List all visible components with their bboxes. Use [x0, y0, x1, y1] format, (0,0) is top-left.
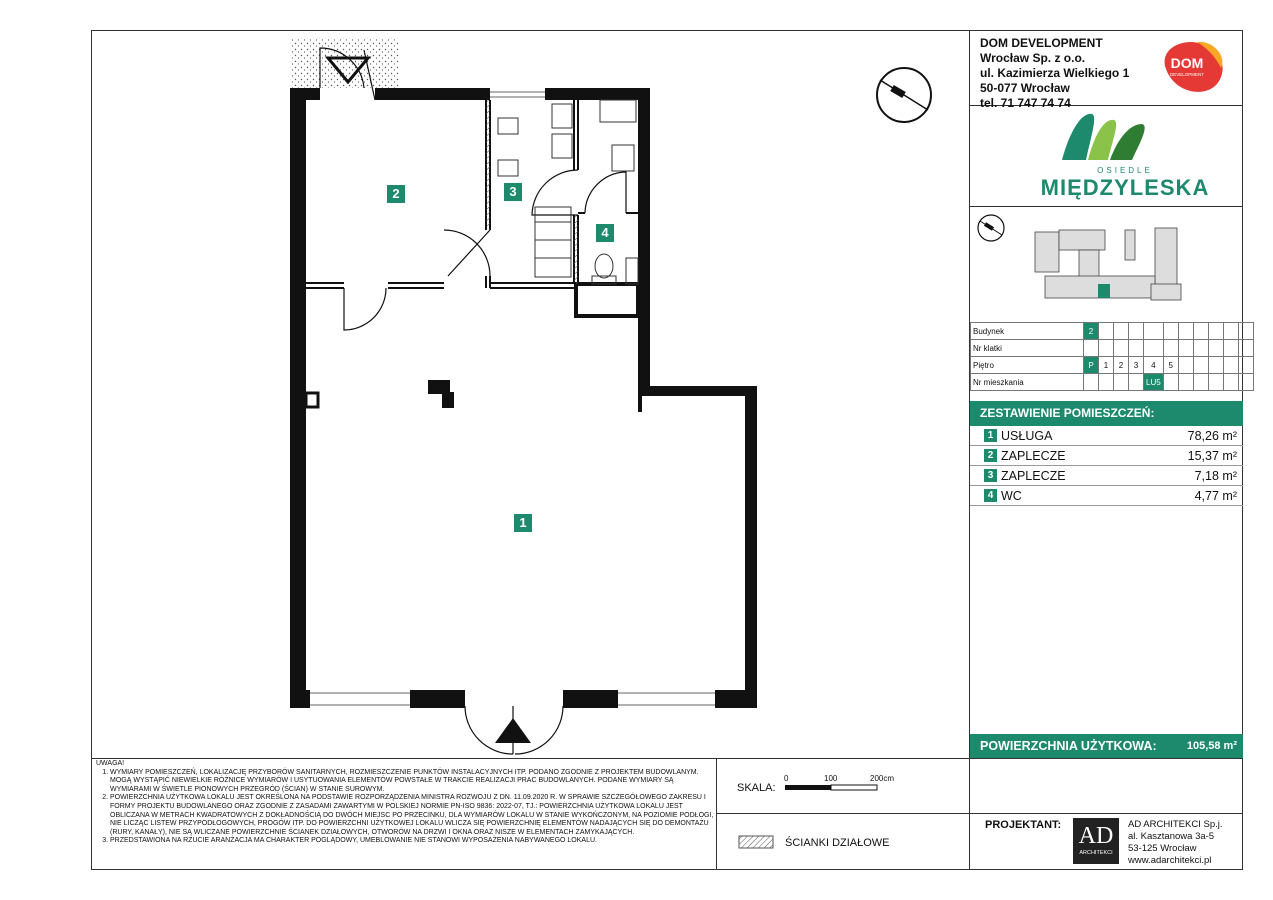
estate-prefix: OSIEDLE: [1097, 166, 1153, 175]
info-cell: [1099, 340, 1114, 357]
info-cell: [1193, 357, 1208, 374]
scale-tick: 200cm: [870, 774, 895, 783]
panel-divider: [91, 758, 1243, 759]
apartment-info-table: [970, 322, 1254, 391]
room-name: WC: [1001, 489, 1022, 503]
site-key-plan: [975, 212, 1240, 312]
room-number: 1: [984, 429, 997, 442]
info-cell: [1099, 323, 1114, 340]
room-row: [970, 446, 1243, 466]
info-cell: [1114, 323, 1129, 340]
architect-web: www.adarchitekci.pl: [1128, 855, 1212, 866]
architect-city: 53-125 Wrocław: [1128, 843, 1197, 854]
panel-divider: [716, 758, 717, 870]
info-cell: [1144, 340, 1164, 357]
info-cell: [1178, 340, 1193, 357]
info-cell: 4: [1144, 357, 1164, 374]
notes-title: UWAGA!: [96, 760, 125, 767]
door: [320, 48, 626, 754]
info-cell: [1114, 340, 1129, 357]
architect-label: PROJEKTANT:: [985, 819, 1062, 831]
north-arrow-icon: [978, 215, 1004, 241]
info-cell: [1208, 357, 1223, 374]
room-area: 7,18 m²: [1194, 469, 1237, 483]
info-cell: [1084, 374, 1099, 391]
info-row: [971, 323, 1254, 340]
company-info: [980, 36, 1129, 111]
room-number: 3: [984, 469, 997, 482]
room-label-3: 3: [504, 183, 522, 201]
info-row-label: Piętro: [971, 357, 1084, 374]
info-cell: [1223, 374, 1238, 391]
info-cell: [1114, 374, 1129, 391]
room-number: 4: [984, 489, 997, 502]
room-label-4: 4: [596, 224, 614, 242]
scale-label: SKALA:: [737, 782, 776, 794]
info-cell: [1178, 357, 1193, 374]
dom-development-logo: [1157, 38, 1229, 94]
room-label-1: 1: [514, 514, 532, 532]
column: [442, 392, 454, 408]
note-item: 3. PRZEDSTAWIONA NA RZUCIE ARANŻACJA MA CHARAKTER POGLĄDOWY, UMEBLOWANIE NIE STANOWI WYPOSAŻENIA NABYWANEGO LOKALU.: [110, 837, 714, 846]
wall: [745, 386, 757, 708]
info-cell: 1: [1099, 357, 1114, 374]
info-cell: [1238, 374, 1253, 391]
note-item: 1. WYMIARY POMIESZCZEŃ, LOKALIZACJĘ PRZYBORÓW SANITARNYCH, ROZMIESZCZENIE PUNKTÓW INSTALACYJNYCH ITP. PODANO ZGODNIE Z PROJEKTEM BUDOWLANYM. MOGĄ WYSTĄPIĆ NIEWIELKIE RÓŻNICE WYMIARÓW I USYTUOWANIA ELEMENTÓW POWSTAŁE W TRAKCIE REALIZACJI PRAC BUDOWLANYCH. PODANE WYMIARY SĄ WYMIARAMI W ŚWIETLE PIONOWYCH PRZEGRÓD (ŚCIAN) W STANIE SUROWYM.: [110, 769, 714, 795]
scale-tick: 0: [784, 774, 789, 783]
ad-architekci-logo: AD ARCHITEKCI: [1073, 818, 1119, 864]
info-cell: [1163, 323, 1178, 340]
north-arrow-icon: [877, 68, 931, 122]
panel-divider: [716, 813, 1243, 814]
info-cell: 2: [1084, 323, 1099, 340]
entrance-marker-icon: [495, 718, 531, 743]
notes: [96, 760, 714, 846]
info-row-label: Nr mieszkania: [971, 374, 1084, 391]
info-row-label: Nr klatki: [971, 340, 1084, 357]
room-row: [970, 426, 1243, 446]
note-item: 2. POWIERZCHNIA UŻYTKOWA LOKALU JEST OKREŚLONA NA PODSTAWIE ROZPORZĄDZENIA MINISTRA ROZWOJU Z DN. 11.09.2020 R. W SPRAWIE SZCZEGÓŁOWEGO ZAKRESU I FORMY PROJEKTU BUDOWLANEGO ORAZ ZGODNIE Z ZASADAMI ZAWARTYMI W POLSKIEJ NORMIE PN-ISO 9836: 2022-07, TJ.: POWIERZCHNIA UŻYTKOWA LOKALU JEST OBLICZANA W METRACH KWADRATOWYCH Z DOKŁADNOŚCIĄ DO DWÓCH MIEJSC PO PRZECINKU, DLA WYMIARÓW LOKALU W STANIE WYKOŃCZONYM, NA POZIOMIE PODŁOGI, NIE LICZĄC LISTEW PRZYPODŁOGOWYCH, PROGÓW ITP. DO POWIERZCHNI UŻYTKOWEJ LOKALU WLICZA SIĘ POWIERZCHNIĘ ELEMENTÓW NADAJĄCYCH SIĘ DO DEMONTAŻU (RURY, KANAŁY), NIE SĄ WLICZANE POWIERZCHNIE ŚCIANEK DZIAŁOWYCH, OTWORÓW NA DRZWI I OKNA ORAZ NISZE W ELEMENTACH ZAMYKAJĄCYCH.: [110, 794, 714, 837]
company-entity: Wrocław Sp. z o.o.: [980, 51, 1086, 65]
info-cell: [1084, 340, 1099, 357]
partition-hatch-icon: [738, 834, 774, 850]
room-number: 2: [984, 449, 997, 462]
info-cell: [1099, 374, 1114, 391]
info-cell: [1129, 374, 1144, 391]
info-cell: [1144, 323, 1164, 340]
info-row-label: Budynek: [971, 323, 1084, 340]
info-cell: [1208, 323, 1223, 340]
wall: [290, 690, 310, 708]
company-phone: tel. 71 747 74 74: [980, 96, 1071, 110]
room-name: USŁUGA: [1001, 429, 1053, 443]
wall: [638, 396, 642, 412]
info-cell: [1223, 340, 1238, 357]
partition-label: ŚCIANKI DZIAŁOWE: [785, 837, 890, 849]
info-cell: 2: [1114, 357, 1129, 374]
svg-text:DOM: DOM: [1170, 55, 1204, 71]
column: [428, 380, 450, 394]
info-cell: [1238, 340, 1253, 357]
rooms-heading: ZESTAWIENIE POMIESZCZEŃ:: [970, 401, 1243, 426]
info-cell: P: [1084, 357, 1099, 374]
info-cell: [1208, 374, 1223, 391]
wall: [375, 88, 490, 100]
info-cell: [1223, 357, 1238, 374]
info-cell: [1238, 357, 1253, 374]
company-name: DOM DEVELOPMENT: [980, 36, 1103, 50]
architect-street: al. Kasztanowa 3a-5: [1128, 831, 1215, 842]
info-cell: [1178, 374, 1193, 391]
wall: [545, 88, 650, 100]
wall: [410, 690, 465, 708]
room-row: [970, 466, 1243, 486]
wall: [563, 690, 618, 708]
info-row: [971, 357, 1254, 374]
info-cell: [1178, 323, 1193, 340]
total-area-value: 105,58 m²: [1186, 740, 1237, 752]
info-cell: [1193, 340, 1208, 357]
room-area: 4,77 m²: [1194, 489, 1237, 503]
column: [306, 393, 318, 407]
shaft: [576, 284, 638, 316]
info-cell: [1163, 374, 1178, 391]
info-cell: [1163, 340, 1178, 357]
room-area: 15,37 m²: [1187, 449, 1237, 463]
room-label-2: 2: [387, 185, 405, 203]
estate-name-block: [1040, 164, 1210, 201]
architect-info: [1128, 819, 1223, 867]
scale-tick: 100: [824, 774, 838, 783]
info-row: [971, 374, 1254, 391]
info-cell: [1193, 374, 1208, 391]
info-cell: [1208, 340, 1223, 357]
estate-name: MIĘDZYLESKA: [1040, 175, 1210, 200]
company-city: 50-077 Wrocław: [980, 81, 1070, 95]
total-area: [970, 734, 1243, 758]
info-cell: [1129, 340, 1144, 357]
room-name: ZAPLECZE: [1001, 449, 1066, 463]
panel-divider: [969, 206, 1243, 207]
estate-logo-icon: [1060, 110, 1152, 162]
wall: [638, 88, 650, 388]
info-cell: 3: [1129, 357, 1144, 374]
scale-bar: [785, 784, 880, 792]
company-street: ul. Kazimierza Wielkiego 1: [980, 66, 1130, 80]
info-cell: 5: [1163, 357, 1178, 374]
svg-text:DEVELOPMENT: DEVELOPMENT: [1169, 72, 1205, 77]
info-cell: [1238, 323, 1253, 340]
wall: [715, 690, 757, 708]
info-row: [971, 340, 1254, 357]
info-cell: [1223, 323, 1238, 340]
wall: [290, 88, 306, 708]
room-area: 78,26 m²: [1187, 429, 1237, 443]
wall: [638, 386, 756, 396]
architect-name: AD ARCHITEKCI Sp.j.: [1128, 819, 1223, 830]
room-name: ZAPLECZE: [1001, 469, 1066, 483]
total-area-label: POWIERZCHNIA UŻYTKOWA:: [980, 739, 1157, 753]
info-cell: LU5: [1144, 374, 1164, 391]
info-cell: [1193, 323, 1208, 340]
info-cell: [1129, 323, 1144, 340]
room-row: [970, 486, 1243, 506]
